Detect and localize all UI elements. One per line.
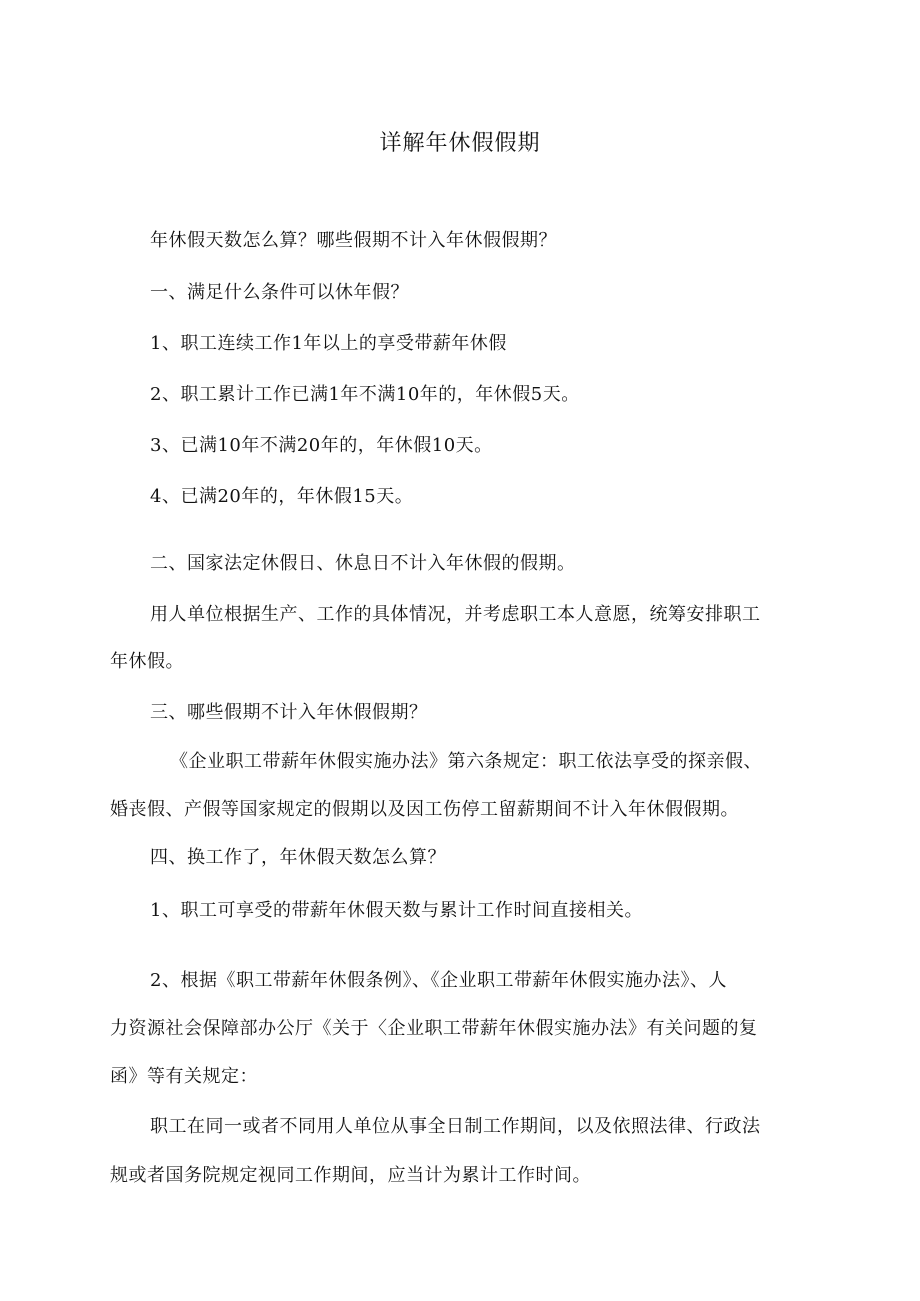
section-2-paragraph-line-1: 用人单位根据生产、工作的具体情况，并考虑职工本人意愿，统筹安排职工 [150,604,761,625]
section-1-item-2: 2、职工累计工作已满1年不满10年的，年休假5天。 [150,384,580,405]
section-4-item-2-line-1: 2、根据《职工带薪年休假条例》、《企业职工带薪年休假实施办法》、人 [150,970,727,991]
section-4-paragraph-line-1: 职工在同一或者不同用人单位从事全日制工作期间，以及依照法律、行政法 [150,1116,761,1137]
section-4-heading: 四、换工作了，年休假天数怎么算？ [150,847,446,868]
section-4-item-1: 1、职工可享受的带薪年休假天数与累计工作时间直接相关。 [150,900,643,921]
document-title: 详解年休假假期 [379,131,541,156]
section-2-heading: 二、国家法定休假日、休息日不计入年休假的假期。 [150,553,576,574]
section-3-heading: 三、哪些假期不计入年休假假期？ [150,702,428,723]
section-1-item-3: 3、已满10年不满20年的，年休假10天。 [150,435,493,456]
intro-question: 年休假天数怎么算？哪些假期不计入年休假假期？ [150,230,557,251]
section-1-item-1: 1、职工连续工作1年以上的享受带薪年休假 [150,333,507,354]
section-4-item-2-line-2: 力资源社会保障部办公厅《关于〈企业职工带薪年休假实施办法》有关问题的复 [110,1018,758,1039]
section-2-paragraph-line-2: 年休假。 [110,651,184,672]
section-4-item-2-line-3: 函》等有关规定： [110,1066,258,1087]
section-1-item-4: 4、已满20年的，年休假15天。 [150,486,414,507]
section-4-paragraph-line-2: 规或者国务院规定视同工作期间，应当计为累计工作时间。 [110,1165,591,1186]
section-3-paragraph-line-1: 《企业职工带薪年休假实施办法》第六条规定：职工依法享受的探亲假、 [170,751,762,772]
section-1-heading: 一、满足什么条件可以休年假？ [150,282,409,303]
section-3-paragraph-line-2: 婚丧假、产假等国家规定的假期以及因工伤停工留薪期间不计入年休假假期。 [110,799,739,820]
